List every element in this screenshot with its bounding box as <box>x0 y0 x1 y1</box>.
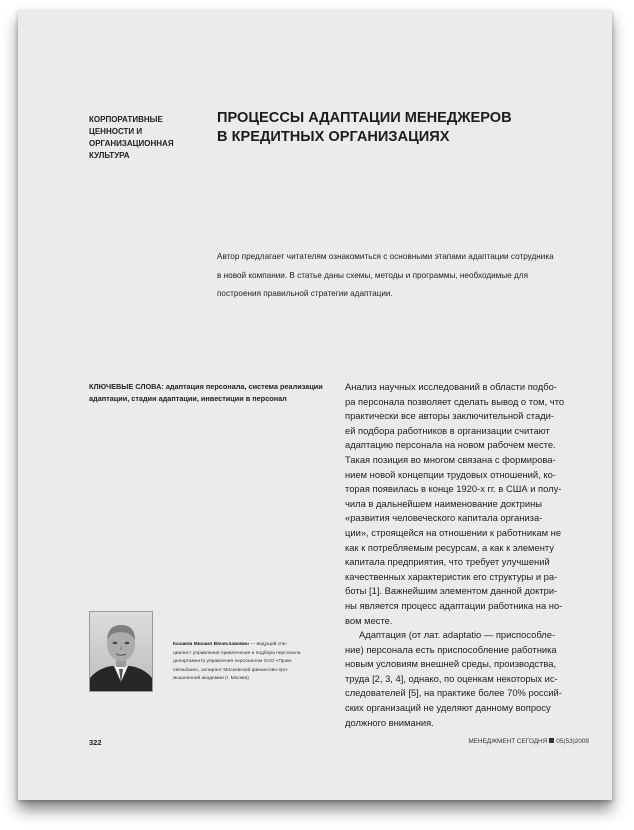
body-line: боты [1]. Важнейшим элементом данной доктри- <box>345 585 558 597</box>
title-line: ПРОЦЕССЫ АДАПТАЦИИ МЕНЕДЖЕРОВ <box>217 110 512 126</box>
section-line: ОРГАНИЗАЦИОННАЯ <box>89 139 174 148</box>
body-line: следователей [5], на практике более 70% россий- <box>345 687 562 699</box>
body-line: вом месте. <box>345 614 393 626</box>
author-bio-line: мышленной академии (г. Москва) <box>173 676 249 682</box>
journal-name: МЕНЕДЖМЕНТ СЕГОДНЯ <box>468 738 548 745</box>
page-number: 322 <box>89 738 102 747</box>
body-line: ции», строящейся на отношении к работникам не <box>345 526 562 538</box>
body-line: Анализ научных исследований в области подбо- <box>345 381 557 392</box>
article-body <box>345 380 601 730</box>
journal-footer <box>468 738 589 745</box>
body-line: капитала предприятия, что требует улучшений <box>345 556 550 568</box>
body-line: практически все авторы заключительной стади- <box>345 410 555 422</box>
keywords-line: адаптации, стадии адаптации, инвестиции в персонал <box>89 394 287 403</box>
author-name: Казаков Михаил Вячеславович <box>173 642 249 647</box>
body-line: ние) персонала есть приспособление работника <box>345 643 557 655</box>
keywords-line: КЛЮЧЕВЫЕ СЛОВА: адаптация персонала, система реализации <box>89 382 323 391</box>
abstract-line: построения правильной стратегии адаптации. <box>217 289 393 298</box>
body-line: ей подбора работников в организации считают <box>345 424 550 436</box>
body-line: «развития человеческого капитала организа- <box>345 512 543 524</box>
body-line: Адаптация (от лат. adaptatio — приспособле- <box>359 629 556 641</box>
body-line: новым условиям внешней среды, производства, <box>345 658 557 670</box>
author-bio-line: департамента управления персоналом ОАО «Пром- <box>173 659 293 665</box>
section-line: КУЛЬТУРА <box>89 151 130 160</box>
title-line: В КРЕДИТНЫХ ОРГАНИЗАЦИЯХ <box>217 129 450 145</box>
author-bio-line: связьбанк», аспирант Московской финансово-про- <box>173 667 289 673</box>
author-first-line <box>173 641 348 650</box>
body-line: ра персонала позволяет сделать вывод о том, что <box>345 395 565 407</box>
body-line: ны является процесс адаптации работника на но- <box>345 599 563 611</box>
section-line: КОРПОРАТИВНЫЕ <box>89 115 163 124</box>
body-line: ских организаций не уделяют данному вопросу <box>345 702 551 714</box>
abstract-line: Автор предлагает читателям ознакомиться с основными этапами адаптации сотрудника <box>217 252 554 261</box>
body-line: чила в дальнейшем наименование доктрины <box>345 497 542 509</box>
abstract-line: в новой компании. В статье даны схемы, методы и программы, необходимые для <box>217 270 529 280</box>
author-bio-line: циалист управления привлечения и подбора персонала <box>173 650 301 656</box>
body-line: должного внимания. <box>345 716 434 728</box>
keywords <box>89 381 334 405</box>
section-line: ЦЕННОСТИ И <box>89 127 143 136</box>
body-line: труда [2, 3, 4], однако, по оценкам некоторых ис- <box>345 672 558 684</box>
author-bio-line: — ведущий спе- <box>248 642 288 647</box>
article-abstract <box>217 248 597 304</box>
author-portrait-icon <box>90 612 152 691</box>
square-bullet-icon <box>549 738 554 743</box>
author-info <box>173 641 348 684</box>
section-heading <box>89 114 199 162</box>
body-line: торая появилась в конце 1920-х гг. в США и полу- <box>345 483 562 495</box>
body-line: Такая позиция во многом связана с формирова- <box>345 453 556 465</box>
article-title <box>217 109 597 147</box>
body-line: адаптацию персонала на новом рабочем месте. <box>345 439 556 451</box>
journal-issue: 05(53)2009 <box>556 738 589 745</box>
body-line: качественных характеристик его структуры и ра- <box>345 570 558 582</box>
magazine-page <box>18 10 612 800</box>
author-photo <box>89 611 153 692</box>
body-line: как к потребляемым ресурсам, а как к элементу <box>345 541 554 553</box>
body-line: нием новой концепции трудовых отношений, ко- <box>345 468 556 480</box>
